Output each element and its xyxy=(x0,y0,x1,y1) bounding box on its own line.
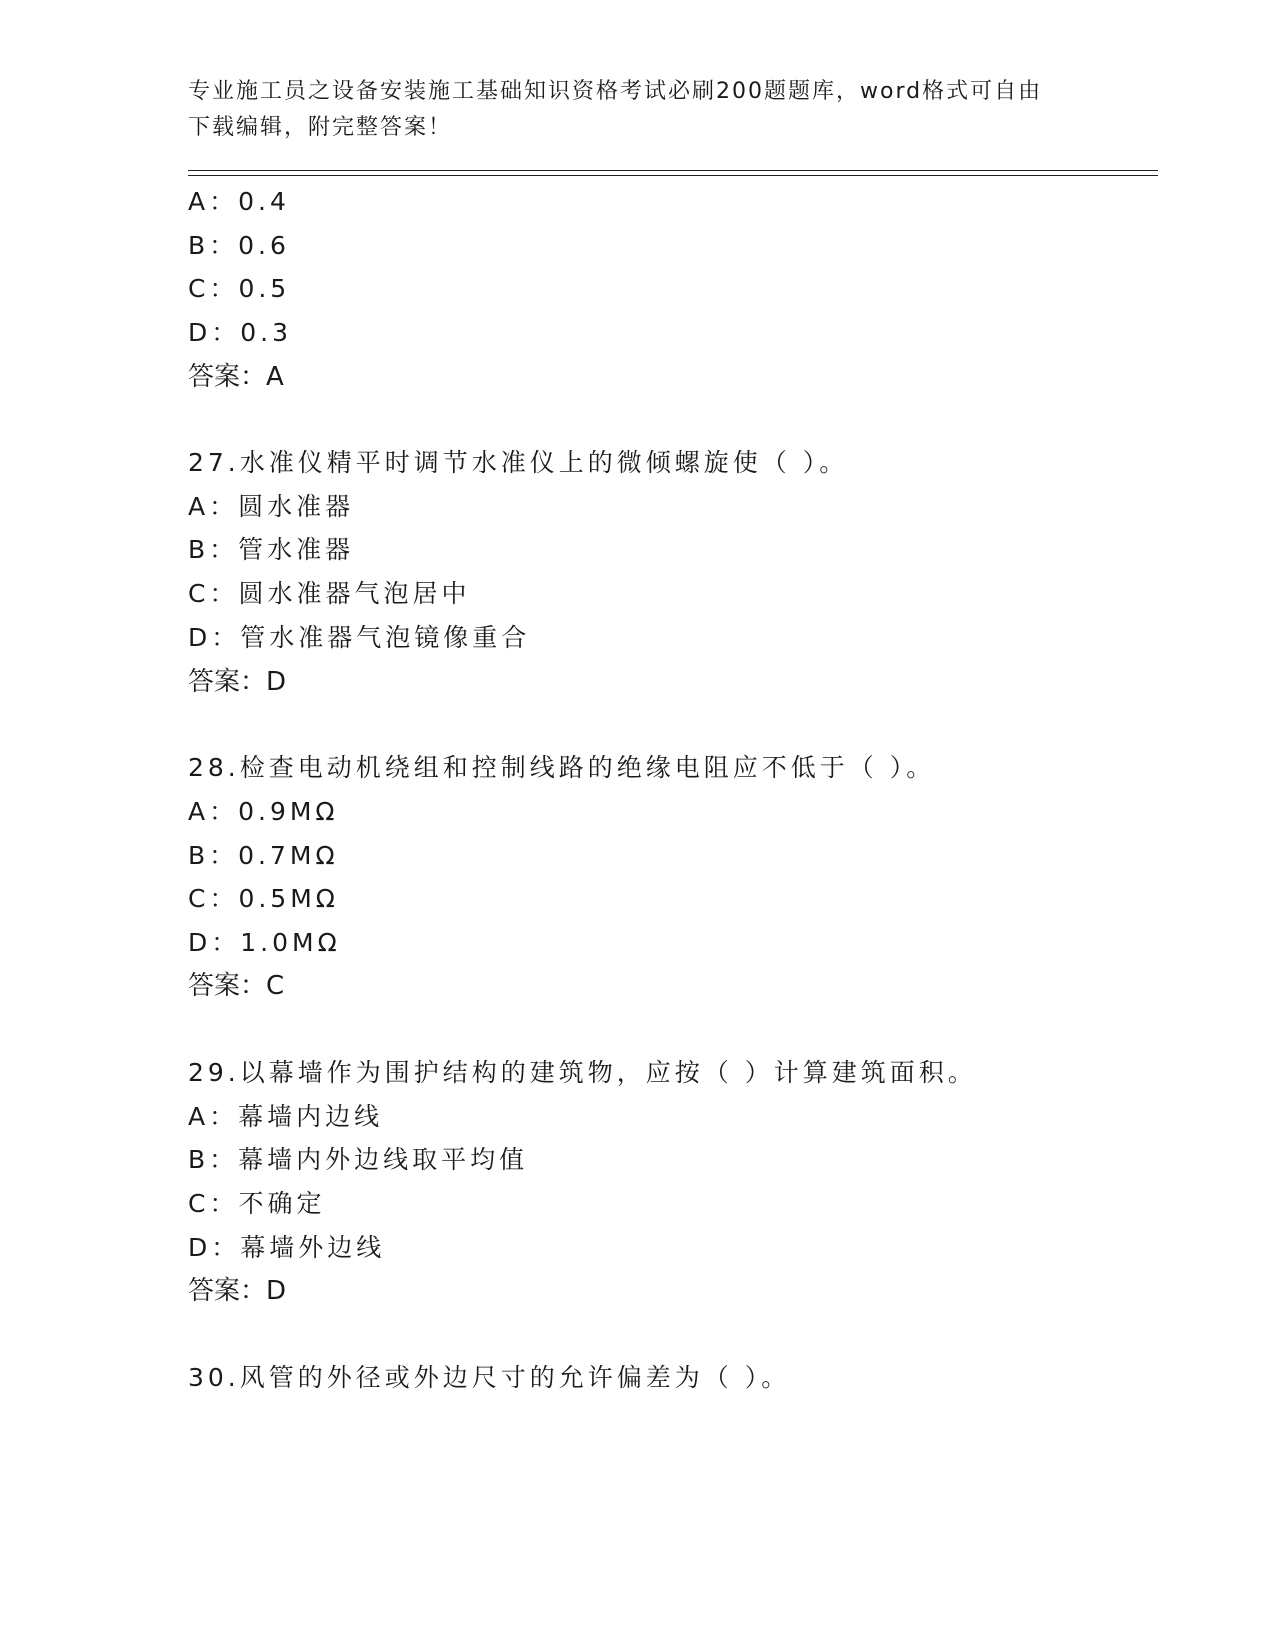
q28-answer: 答案：C xyxy=(188,971,285,1001)
q27-option-d: D：管水准器气泡镜像重合 xyxy=(188,623,531,652)
document-header xyxy=(188,74,1088,146)
answer-line: 答案：A xyxy=(188,362,284,392)
header-divider-top xyxy=(188,170,1158,171)
q29-option-d: D：幕墙外边线 xyxy=(188,1233,386,1262)
q27-option-c: C：圆水准器气泡居中 xyxy=(188,579,471,608)
option-a: A：0.4 xyxy=(188,187,290,216)
q28-option-a: A：0.9MΩ xyxy=(188,797,339,826)
q28-option-d: D：1.0MΩ xyxy=(188,928,341,957)
question-27: 27.水准仪精平时调节水准仪上的微倾螺旋使（ ）。 xyxy=(188,448,849,477)
question-28: 28.检查电动机绕组和控制线路的绝缘电阻应不低于（ ）。 xyxy=(188,753,936,782)
option-b: B：0.6 xyxy=(188,231,290,260)
q29-answer: 答案：D xyxy=(188,1276,287,1306)
q29-option-b: B：幕墙内外边线取平均值 xyxy=(188,1145,529,1174)
q29-option-a: A：幕墙内边线 xyxy=(188,1102,384,1131)
header-title-line-1: 专业施工员之设备安装施工基础知识资格考试必刷200题题库，word格式可自由 xyxy=(188,79,1043,104)
q28-option-b: B：0.7MΩ xyxy=(188,841,339,870)
q27-option-a: A：圆水准器 xyxy=(188,492,355,521)
question-29: 29.以幕墙作为围护结构的建筑物，应按（ ）计算建筑面积。 xyxy=(188,1058,977,1087)
question-30: 30.风管的外径或外边尺寸的允许偏差为（ ）。 xyxy=(188,1363,791,1392)
q28-option-c: C：0.5MΩ xyxy=(188,884,339,913)
q29-option-c: C：不确定 xyxy=(188,1189,326,1218)
option-d: D：0.3 xyxy=(188,318,293,347)
q27-option-b: B：管水准器 xyxy=(188,535,355,564)
header-divider-bottom xyxy=(188,175,1158,176)
q27-answer: 答案：D xyxy=(188,667,287,697)
option-c: C：0.5 xyxy=(188,274,291,303)
header-title-line-2: 下载编辑，附完整答案！ xyxy=(188,115,453,140)
